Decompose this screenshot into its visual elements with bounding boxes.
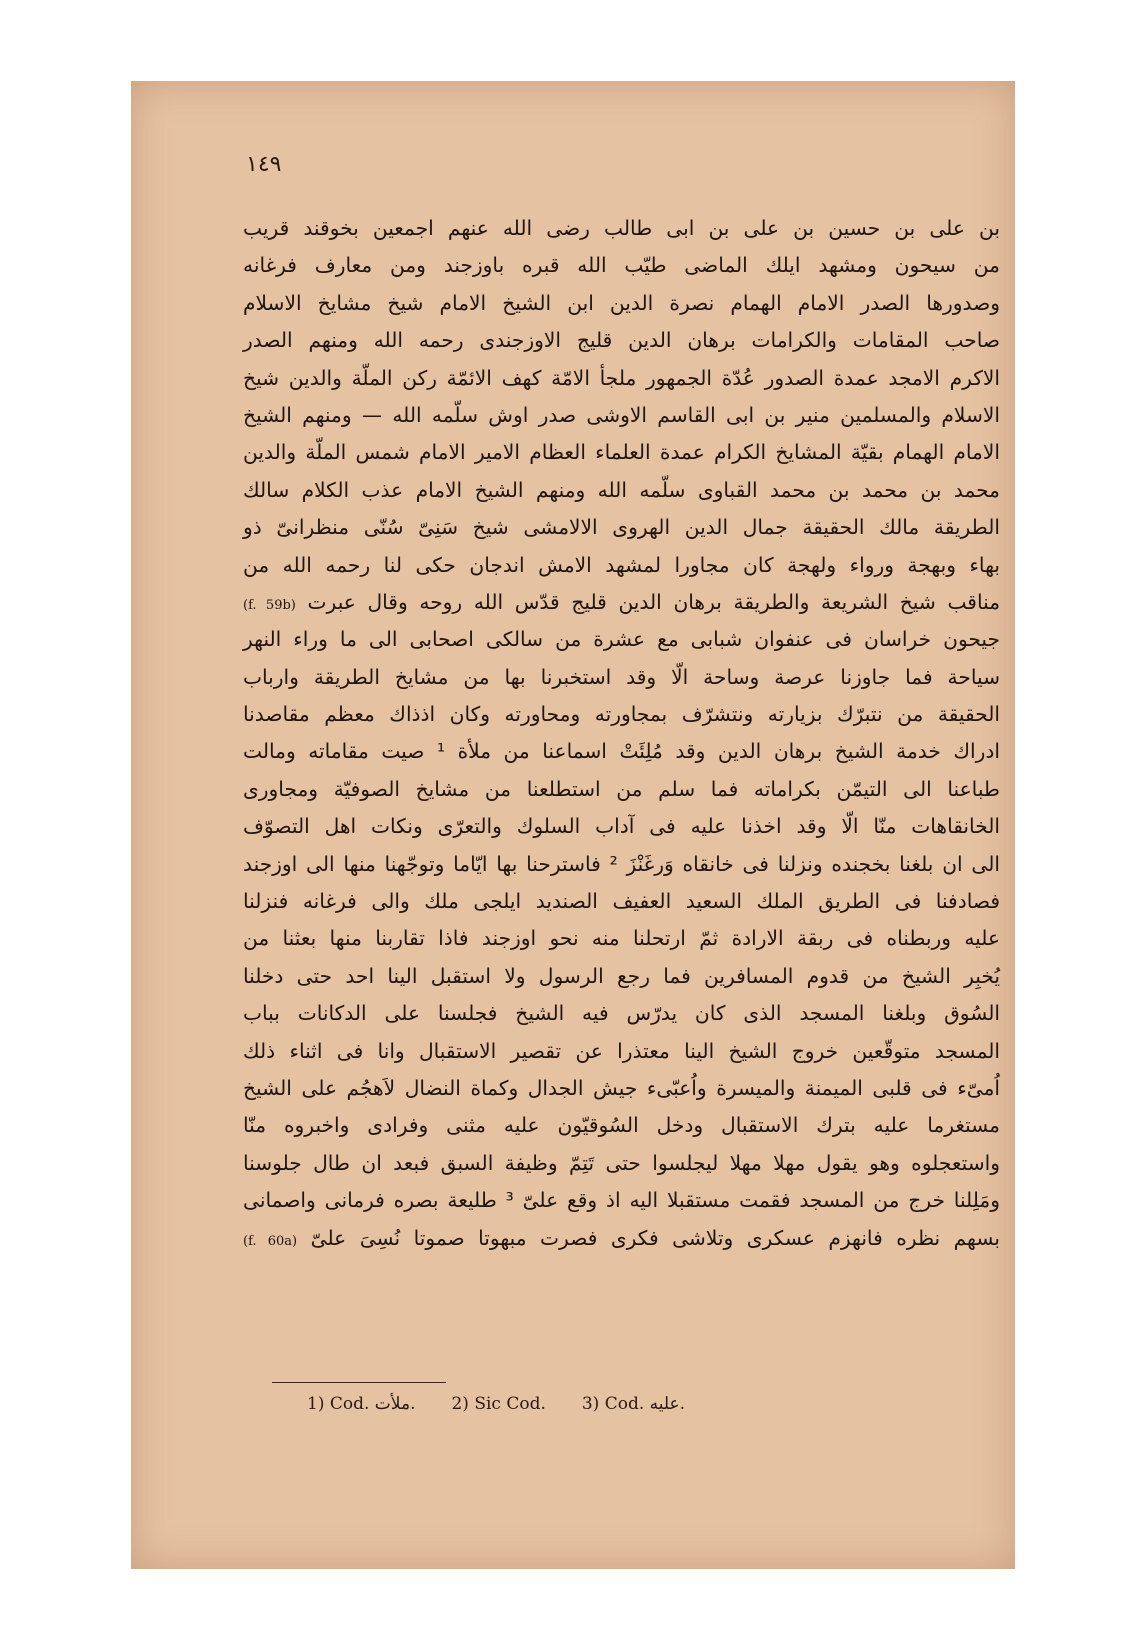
text-segment: بسهم نظره فانهزم عسکری وتلاشی فکری فصرت مبهوتا صموتا نُسِیَ علیّ — [310, 1225, 1000, 1250]
footnote-3: 3) Cod. علیه. — [581, 1394, 686, 1414]
text-line: ومَلِلنا خرج من المسجد فقمت مستقبلا الیه اذ وقع علیّ ³ طلیعة بصره فرمانی واصمانی — [243, 1188, 1000, 1213]
text-line: السُوق وبلغنا المسجد الذی کان یدرّس فیه الشیخ فجلسنا علی الدکانات بباب — [243, 1001, 1000, 1026]
text-line: طباعنا الی التیمّن بکراماته فما سلم من استطلعنا من مشایخ الصوفیّة ومجاوری — [243, 776, 1000, 801]
text-line: الامام الهمام بقیّة المشایخ الکرام عمدة العلماء العظام الامیر الامام شمس الملّة والدین — [243, 440, 1000, 465]
text-line: الی ان بلغنا بخجنده ونزلنا فی خانقاه وَرغَنْزَ ² فاسترحنا بها ایّاما وتوجّهنا منها الی اوزجند — [243, 851, 1000, 876]
text-line: الحقیقة من نتبرّك بزیارته ونتشرّف بمجاورته ومحاورته وکان اذذاك معظم مقاصدنا — [243, 702, 1000, 727]
text-line: الطریقة مالك الحقیقة جمال الدین الهروی الالامشی شیخ سَنِیّ سُنّی منظرانیّ ذو — [243, 515, 1000, 540]
footnote-divider — [272, 1382, 446, 1383]
text-line: علیه وربطناه فی ربقة الارادة ثمّ ارتحلنا منه نحو اوزجند فاذا تقاربنا منها بعثنا من — [243, 926, 1000, 951]
text-line: الخانقاهات منّا الّا وقد اخذنا علیه فی آداب السلوك والتعرّی ونکات اهل التصوّف — [243, 814, 1000, 839]
text-line: بن علی بن حسین بن علی بن ابی طالب رضی الله عنهم اجمعین بخوقند قریب — [243, 216, 1000, 240]
text-line-with-folio — [243, 1220, 1000, 1257]
text-line: المسجد متوقّعین خروج الشیخ الینا معتذرا عن تقصیر الاستقبال وانا فی اثناء ذلك — [243, 1038, 1000, 1063]
text-line: محمد بن محمد بن محمد القباوی سلّمه الله ومنهم الشیخ الامام عذب الکلام سالك — [243, 477, 1000, 502]
text-line: وصدورها الصدر الامام الهمام نصرة الدین ابن الشیخ الامام شیخ مشایخ الاسلام — [243, 290, 1000, 315]
footnotes — [307, 1394, 807, 1414]
page-number: ١٤٩ — [246, 152, 282, 177]
arabic-text-block — [243, 210, 1000, 1257]
text-line: فصادفنا فی الطریق الملك السعید العفیف الصندید ایلجی ملك والی فرغانه فنزلنا — [243, 889, 1000, 914]
text-line: واستعجلوه وهو یقول مهلا مهلا لیجلسوا حتی تَتِمّ وظیفة السبق فبعد ان طال جلوسنا — [243, 1150, 1000, 1175]
folio-mark: (f. 59b) — [243, 597, 296, 613]
text-line: بهاء وبهجة ورواء ولهجة کان مجاورا لمشهد الامش اندجان حکی لنا رحمه الله من — [243, 552, 1000, 577]
text-line-with-folio — [243, 584, 1000, 621]
text-segment: مناقب شیخ الشریعة والطریقة برهان الدین قلیج قدّس الله روحه وقال عبرت — [307, 589, 1001, 614]
footnote-1: 1) Cod. ملأت. — [307, 1394, 416, 1414]
text-line: یُخبِر الشیخ من قدوم المسافرین فما رجع الرسول ولا استقبل الینا احد حتی دخلنا — [243, 963, 1000, 988]
footnote-2: 2) Sic Cod. — [451, 1394, 546, 1414]
folio-mark: (f. 60a) — [243, 1233, 298, 1249]
text-line: جیحون خراسان فی عنفوان شبابی مع عشرة من سالکی اصحابی الی ما وراء النهر — [243, 627, 1000, 652]
text-line: الاسلام والمسلمین منیر بن ابی القاسم الاوشی صدر اوش سلّمه الله — ومنهم الشیخ — [243, 402, 1000, 427]
text-line: مستغرما علیه بترك الاستقبال ودخل السُوقیّون علیه مثنی وفرادی واخبروه منّا — [243, 1113, 1000, 1138]
text-line: سیاحة فما جاوزنا عرصة وساحة الّا وقد استخبرنا بها من مشایخ الطریقة وارباب — [243, 664, 1000, 689]
text-line: من سیحون ومشهد ایلك الماضی طیّب الله قبره باوزجند ومن معارف فرغانه — [243, 253, 1000, 278]
text-line: الاکرم الامجد عمدة الصدور عُدّة الجمهور ملجأ الامّة کهف الائمّة رکن الملّة والدین شیخ — [243, 365, 1000, 390]
text-line: صاحب المقامات والکرامات برهان الدین قلیج الاوزجندی رحمه الله ومنهم الصدر — [243, 328, 1000, 353]
text-line: اُمیّء فی قلبی المیمنة والمیسرة واُعبّیء جیش الجدال وکماة النضال لاَهجُم علی الشیخ — [243, 1075, 1000, 1100]
text-line: ادراك خدمة الشیخ برهان الدین وقد مُلِئَتْ اسماعنا من ملأة ¹ صیت مقاماته ومالت — [243, 739, 1001, 764]
